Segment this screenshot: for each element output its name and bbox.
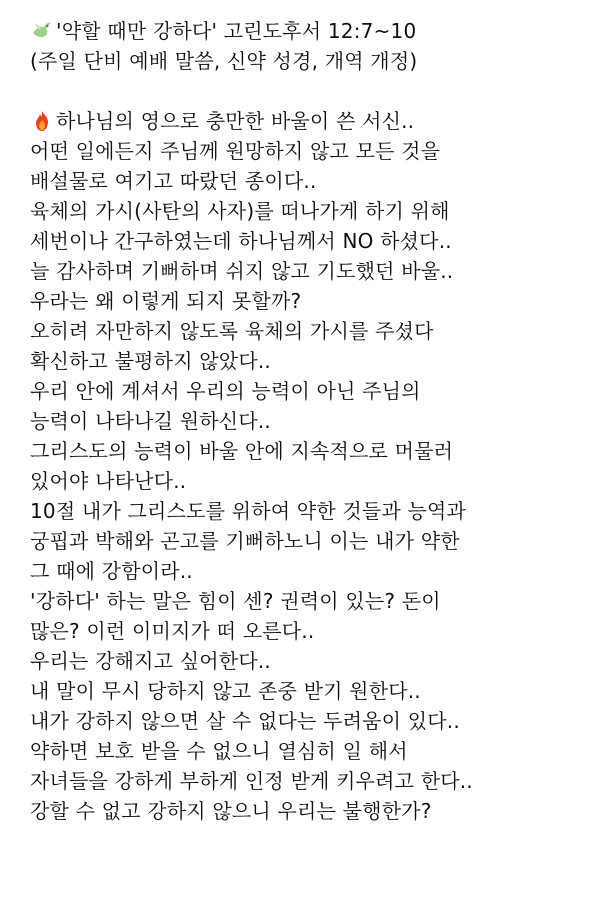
- body-line-15: [30, 526, 578, 556]
- body-line-20: [30, 676, 578, 706]
- subtitle-text: (주일 단비 예배 말씀, 신약 성경, 개역 개정): [30, 49, 418, 73]
- body-text: 강할 수 없고 강하지 않으니 우리는 불행한가?: [30, 799, 432, 823]
- body-text: 우리는 강해지고 싶어한다..: [30, 649, 271, 673]
- body-text: 배설물로 여기고 따랐던 종이다..: [30, 169, 317, 193]
- body-text: 10절 내가 그리스도를 위하여 약한 것들과 능역과: [30, 499, 467, 523]
- body-text: 능력이 나타나길 원하신다..: [30, 409, 271, 433]
- body-text: '강하다' 하는 말은 힘이 센? 권력이 있는? 돈이: [30, 589, 441, 613]
- fire-icon: [30, 109, 54, 133]
- body-line-23: [30, 766, 578, 796]
- body-text: 내가 강하지 않으면 살 수 없다는 두려움이 있다..: [30, 709, 460, 733]
- body-line-17: [30, 586, 578, 616]
- subtitle-line: [30, 46, 578, 76]
- body-line-19: [30, 646, 578, 676]
- body-line-22: [30, 736, 578, 766]
- body-line-8: [30, 316, 578, 346]
- body-line-4: [30, 196, 578, 226]
- body-line-10: [30, 376, 578, 406]
- body-text: 하나님의 영으로 충만한 바울이 쓴 서신..: [56, 109, 415, 133]
- body-line-14: [30, 496, 578, 526]
- body-text: 있어야 나타난다..: [30, 469, 187, 493]
- body-text: 늘 감사하며 기뻐하며 쉬지 않고 기도했던 바울..: [30, 259, 454, 283]
- body-text: 우리 안에 계셔서 우리의 능력이 아닌 주님의: [30, 379, 421, 403]
- body-line-9: [30, 346, 578, 376]
- body-line-6: [30, 256, 578, 286]
- body-line-3: [30, 166, 578, 196]
- title-text: '약할 때만 강하다' 고린도후서 12:7~10: [56, 19, 417, 43]
- body-text: 약하면 보호 받을 수 없으니 열심히 일 해서: [30, 739, 408, 763]
- body-text: 그리스도의 능력이 바울 안에 지속적으로 머물러: [30, 439, 454, 463]
- body-text: 세번이나 간구하였는데 하나님께서 NO 하셨다..: [30, 229, 452, 253]
- body-text: 그 때에 강함이라..: [30, 559, 193, 583]
- body-line-11: [30, 406, 578, 436]
- body-text: 내 말이 무시 당하지 않고 존중 받기 원한다..: [30, 679, 421, 703]
- body-line-5: [30, 226, 578, 256]
- body-text: 어떤 일에든지 주님께 원망하지 않고 모든 것을: [30, 139, 441, 163]
- body-line-2: [30, 136, 578, 166]
- body-text: 궁핍과 박해와 곤고를 기뻐하노니 이는 내가 약한: [30, 529, 460, 553]
- body-line-24: [30, 796, 578, 826]
- body-line-18: [30, 616, 578, 646]
- body-text: 확신하고 불평하지 않았다..: [30, 349, 271, 373]
- body-line-13: [30, 466, 578, 496]
- body-text: 자녀들을 강하게 부하게 인정 받게 키우려고 한다..: [30, 769, 473, 793]
- body-line-7: [30, 286, 578, 316]
- body-line-16: [30, 556, 578, 586]
- body-line-21: [30, 706, 578, 736]
- blank-gap: [30, 76, 578, 106]
- title-line: [30, 16, 578, 46]
- body-line-1: [30, 106, 578, 136]
- body-text: 우라는 왜 이렇게 되지 못할까?: [30, 289, 302, 313]
- body-text: 육체의 가시(사탄의 사자)를 떠나가게 하기 위해: [30, 199, 450, 223]
- body-text: 많은? 이런 이미지가 떠 오른다..: [30, 619, 315, 643]
- body-line-12: [30, 436, 578, 466]
- dove-icon: [30, 19, 54, 43]
- body-text: 오히려 자만하지 않도록 육체의 가시를 주셨다: [30, 319, 434, 343]
